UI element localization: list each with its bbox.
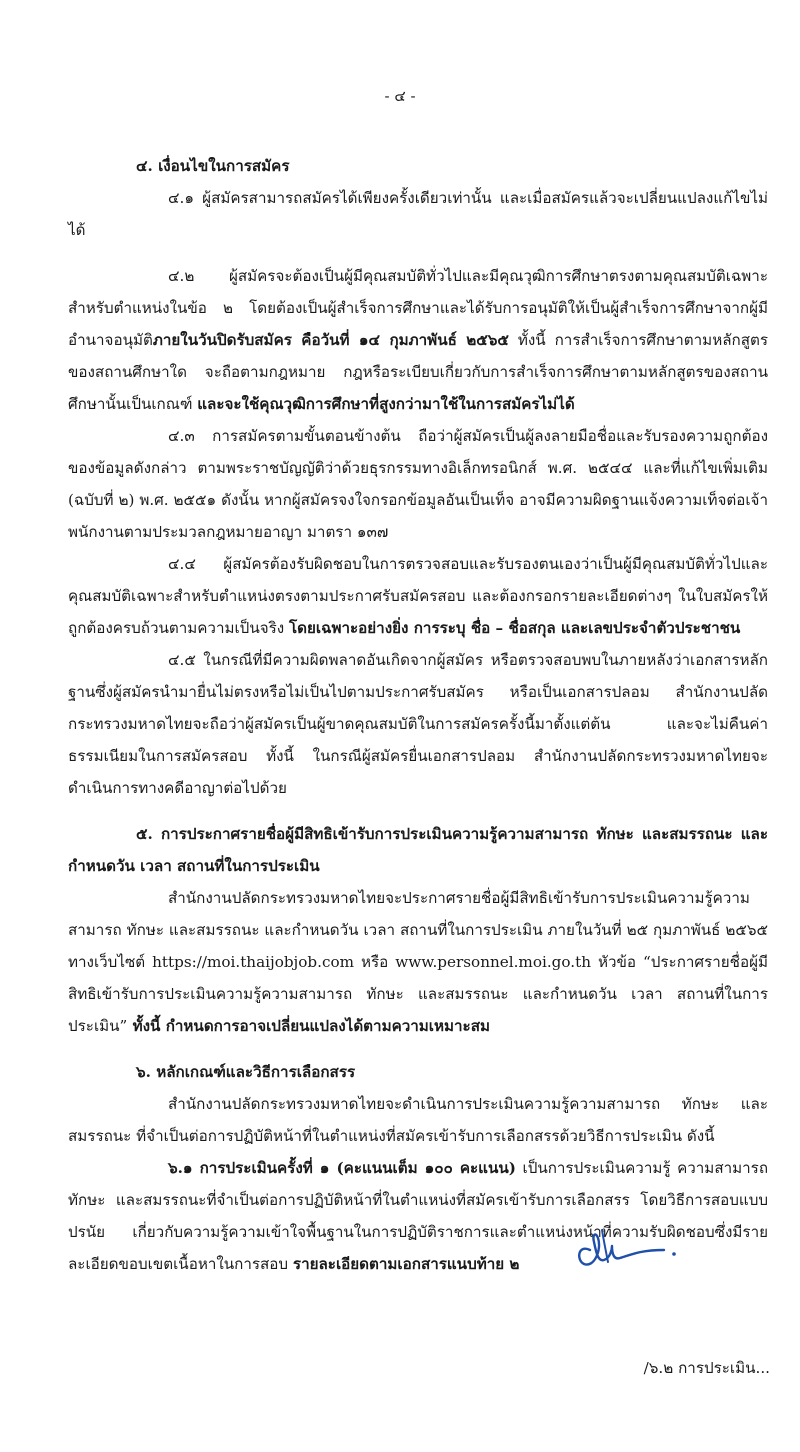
document-body [68, 150, 768, 1280]
continuation-note: /๖.๒ การประเมิน... [643, 1359, 770, 1377]
clause-4-2-text-cont: ทั้งนี้ การสำเร็จการศึกษาตามหลักสูตรของสถานศึกษาใด จะถือตามกฎหมาย กฎหรือระเบียบเกี่ยวกับการสำเร็จการศึกษาตามหลักสูตรของสถานศึกษานั้นเป็นเกณฑ์ [68, 331, 768, 413]
clause-6-1-text: เป็นการประเมินความรู้ ความสามารถ ทักษะ และสมรรถนะที่จำเป็นต่อการปฏิบัติหน้าที่ในตำแหน่งที่สมัครเข้ารับการเลือกสรร โดยวิธีการสอบแบบปรนัย เกี่ยวกับความรู้ความเข้าใจพื้นฐานในการปฏิบัติราชการและตำแหน่งหน้าที่ความรับผิดชอบซึ่งมีรายละเอียดขอบเขตเนื้อหาในการสอบ [68, 1159, 769, 1273]
clause-4-2-deadline: ภายในวันปิดรับสมัคร คือวันที่ ๑๔ กุมภาพันธ์ ๒๕๖๕ [152, 331, 509, 349]
section-5-text: สำนักงานปลัดกระทรวงมหาดไทยจะประกาศรายชื่อผู้มีสิทธิเข้ารับการประเมินความรู้ความสามารถ ทักษะ และสมรรถนะ และกำหนดวัน เวลา สถานที่ในการประเมิน ภายในวันที่ ๒๕ กุมภาพันธ์ ๒๕๖๕ ทางเว็บไซต์ https://moi.thaijobjob.com หรือ www.personnel.moi.go.th หัวข้อ “ประกาศรายชื่อผู้มีสิทธิเข้ารับการประเมินความรู้ความสามารถ ทักษะ และสมรรถนะ และกำหนดวัน เวลา สถานที่ในการประเมิน” [68, 889, 768, 1035]
section-5-heading: ๕. การประกาศรายชื่อผู้มีสิทธิเข้ารับการประเมินความรู้ความสามารถ ทักษะ และสมรรถนะ และกำหนดวัน เวลา สถานที่ในการประเมิน [68, 825, 768, 875]
clause-4-4-emphasis: โดยเฉพาะอย่างยิ่ง การระบุ ชื่อ – ชื่อสกุล และเลขประจำตัวประชาชน [289, 619, 741, 637]
section-6-body: สำนักงานปลัดกระทรวงมหาดไทยจะดำเนินการประเมินความรู้ความสามารถ ทักษะ และสมรรถนะ ที่จำเป็นต่อการปฏิบัติหน้าที่ในตำแหน่งที่สมัครเข้ารับการเลือกสรรด้วยวิธีการประเมิน ดังนี้ [68, 1095, 768, 1145]
clause-4-2-note: และจะใช้คุณวุฒิการศึกษาที่สูงกว่ามาใช้ในการสมัครไม่ได้ [197, 395, 575, 413]
clause-4-2 [68, 260, 768, 420]
clause-4-1: ๔.๑ ผู้สมัครสามารถสมัครได้เพียงครั้งเดียวเท่านั้น และเมื่อสมัครแล้วจะเปลี่ยนแปลงแก้ไขไม่ได้ [68, 189, 768, 239]
clause-4-4-text: ๔.๔ ผู้สมัครต้องรับผิดชอบในการตรวจสอบและรับรองตนเองว่าเป็นผู้มีคุณสมบัติทั่วไปและคุณสมบัติเฉพาะสำหรับตำแหน่งตรงตามประกาศรับสมัครสอบ และต้องกรอกรายละเอียดต่างๆ ในใบสมัครให้ถูกต้องครบถ้วนตามความเป็นจริง [68, 555, 768, 637]
clause-4-3: ๔.๓ การสมัครตามขั้นตอนข้างต้น ถือว่าผู้สมัครเป็นผู้ลงลายมือชื่อและรับรองความถูกต้องของข้อมูลดังกล่าว ตามพระราชบัญญัติว่าด้วยธุรกรรมทางอิเล็กทรอนิกส์ พ.ศ. ๒๕๔๔ และที่แก้ไขเพิ่มเติม (ฉบับที่ ๒) พ.ศ. ๒๕๕๑ ดังนั้น หากผู้สมัครจงใจกรอกข้อมูลอันเป็นเท็จ อาจมีความผิดฐานแจ้งความเท็จต่อเจ้าพนักงานตามประมวลกฎหมายอาญา มาตรา ๑๓๗ [68, 427, 768, 541]
clause-4-2-text: ๔.๒ ผู้สมัครจะต้องเป็นผู้มีคุณสมบัติทั่วไปและมีคุณวุฒิการศึกษาตรงตามคุณสมบัติเฉพาะสำหรับตำแหน่งในข้อ ๒ โดยต้องเป็นผู้สำเร็จการศึกษาและได้รับการอนุมัติให้เป็นผู้สำเร็จการศึกษาจากผู้มีอำนาจอนุมัติ [68, 267, 768, 349]
section-5-note: ทั้งนี้ กำหนดการอาจเปลี่ยนแปลงได้ตามความเหมาะสม [127, 1017, 490, 1035]
section-4-heading: ๔. เงื่อนไขในการสมัคร [136, 157, 290, 175]
clause-4-5: ๔.๕ ในกรณีที่มีความผิดพลาดอันเกิดจากผู้สมัคร หรือตรวจสอบพบในภายหลังว่าเอกสารหลักฐานซึ่งผู้สมัครนำมายื่นไม่ตรงหรือไม่เป็นไปตามประกาศรับสมัคร หรือเป็นเอกสารปลอม สำนักงานปลัดกระทรวงมหาดไทยจะถือว่าผู้สมัครเป็นผู้ขาดคุณสมบัติในการสมัครครั้งนี้มาตั้งแต่ต้น และจะไม่คืนค่าธรรมเนียมในการสมัครสอบ ทั้งนี้ ในกรณีผู้สมัครยื่นเอกสารปลอม สำนักงานปลัดกระทรวงมหาดไทยจะดำเนินการทางคดีอาญาต่อไปด้วย [68, 651, 768, 797]
clause-6-1-title: ๖.๑ การประเมินครั้งที่ ๑ (คะแนนเต็ม ๑๐๐ คะแนน) [168, 1159, 516, 1177]
page-number: - ๔ - [384, 87, 416, 105]
section-5-body [68, 882, 768, 1042]
clause-6-1-attachment: รายละเอียดตามเอกสารแนบท้าย ๒ [292, 1255, 520, 1273]
signature-icon [568, 1220, 678, 1272]
section-6-heading: ๖. หลักเกณฑ์และวิธีการเลือกสรร [136, 1063, 356, 1081]
clause-4-4 [68, 548, 768, 644]
